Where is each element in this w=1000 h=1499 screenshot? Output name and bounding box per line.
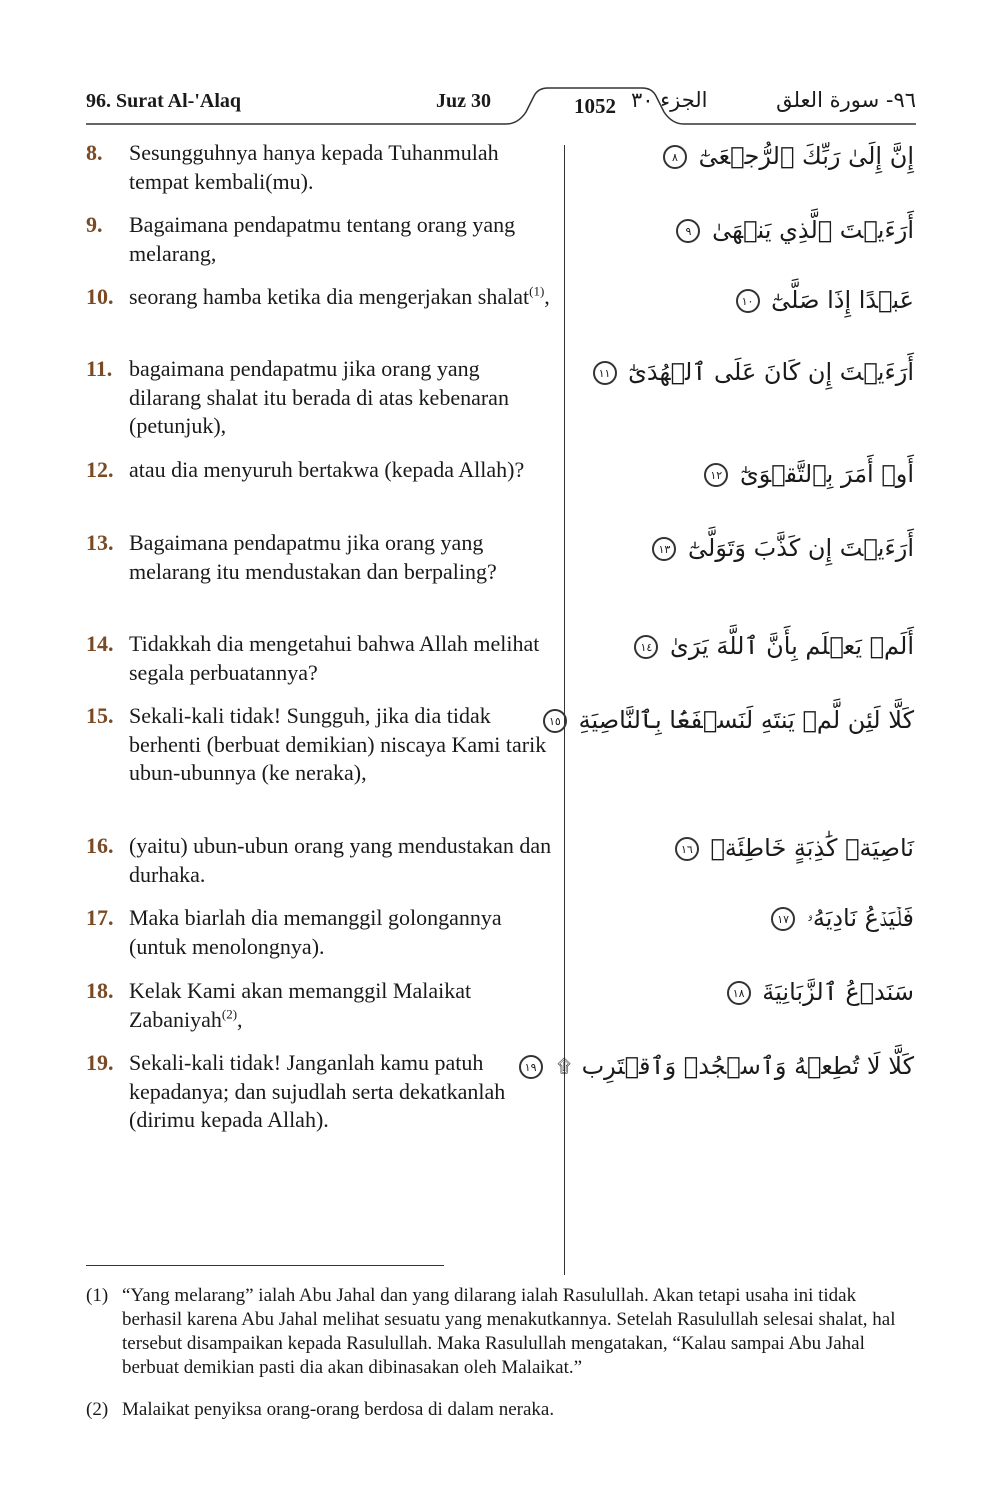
arabic-text: أَرَءَيۡتَ ٱلَّذِي يَنۡهَىٰ (712, 216, 914, 244)
footnote-separator (86, 1265, 444, 1266)
ayah-end-marker: ١٢ (704, 463, 728, 487)
verse-translation (86, 456, 556, 485)
arabic-text: عَبۡدًا إِذَا صَلَّىٰٓ (771, 286, 914, 314)
verse-translation (86, 283, 556, 312)
footnote-number: (1) (86, 1285, 109, 1306)
verse-text: Sekali-kali tidak! Sungguh, jika dia tidak berhenti (berbuat demikian) niscaya Kami tarik ubun-ubunnya (ke neraka), (129, 703, 547, 785)
page-header (86, 86, 916, 126)
verse-text: Bagaimana pendapatmu jika orang yang melarang itu mendustakan dan berpaling? (129, 530, 497, 584)
verse-translation (86, 702, 556, 788)
ayah-end-marker: ٩ (676, 219, 700, 243)
footnote-text: “Yang melarang” ialah Abu Jahal dan yang dilarang ialah Rasulullah. Akan tetapi usaha ini tidak berhasil karena Abu Jahal melihat sesuatu yang menakutkannya. Setelah Rasulullah selesai shalat, hal tersebut disampaikan kepada Rasulullah. Maka Rasulullah mengatakan, “Kalau sampai Abu Jahal berbuat demikian pasti dia akan dibinasakan oleh Malaikat.” (122, 1285, 896, 1378)
verse-text: (yaitu) ubun-ubun orang yang mendustakan dan durhaka. (129, 833, 552, 887)
verse-arabic (584, 976, 914, 1008)
ayah-end-marker: ٨ (663, 145, 687, 169)
arabic-text: نَاصِيَةٖ كَٰذِبَةٍ خَاطِئَةٖ (710, 834, 914, 862)
arabic-text: فَلۡيَدۡعُ نَادِيَهُۥ (806, 904, 914, 932)
verse-text: Bagaimana pendapatmu tentang orang yang melarang, (129, 212, 516, 266)
verse-arabic (584, 532, 914, 564)
ayah-end-marker: ١٩ (519, 1055, 543, 1079)
verse-number: 13. (86, 530, 114, 555)
arabic-text: إِنَّ إِلَىٰ رَبِّكَ ٱلرُّجۡعَىٰٓ (698, 142, 914, 170)
arabic-text: سَنَدۡعُ ٱلزَّبَانِيَةَ (762, 978, 914, 1006)
surah-title: 96. Surat Al-'Alaq (86, 90, 242, 112)
verse-arabic (584, 832, 914, 864)
verse-text: atau dia menyuruh bertakwa (kepada Allah)? (129, 457, 525, 482)
verse-number: 18. (86, 978, 114, 1003)
footnote-ref[interactable]: (1) (529, 283, 545, 299)
verse-arabic (524, 1050, 914, 1083)
sajdah-icon: ۩ (557, 1056, 571, 1077)
arabic-surah-title: ٩٦- سورة العلق (776, 88, 916, 112)
verse-text: bagaimana pendapatmu jika orang yang dilarang shalat itu berada di atas kebenaran (petunjuk), (129, 356, 509, 438)
arabic-text: كَلَّا لَئِن لَّمۡ يَنتَهِ لَنَسۡفَعَۢا بِٱلنَّاصِيَةِ (578, 706, 914, 734)
ayah-end-marker: ١٨ (727, 981, 751, 1005)
verse-translation (86, 832, 556, 889)
verse-translation (86, 630, 556, 687)
verse-number: 12. (86, 457, 114, 482)
verse-arabic (584, 458, 914, 490)
verse-number: 10. (86, 284, 114, 309)
arabic-text: أَرَءَيۡتَ إِن كَانَ عَلَى ٱلۡهُدَىٰٓ (628, 358, 914, 386)
ayah-end-marker: ١٠ (736, 289, 760, 313)
arabic-text: أَرَءَيۡتَ إِن كَذَّبَ وَتَوَلَّىٰٓ (688, 534, 914, 562)
verse-arabic (584, 356, 914, 388)
verse-text-tail: , (544, 284, 550, 309)
verse-number: 15. (86, 703, 114, 728)
verse-text: Maka biarlah dia memanggil golongannya (untuk menolongnya). (129, 905, 502, 959)
verse-number: 17. (86, 905, 114, 930)
juz-label: Juz 30 (436, 90, 491, 112)
verse-number: 8. (86, 140, 103, 165)
ayah-end-marker: ١٦ (675, 837, 699, 861)
footnote-number: (2) (86, 1399, 109, 1420)
verse-text: Sesungguhnya hanya kepada Tuhanmulah tempat kembali(mu). (129, 140, 499, 194)
verse-number: 16. (86, 833, 114, 858)
ayah-end-marker: ١٥ (543, 709, 567, 733)
footnote-text: Malaikat penyiksa orang-orang berdosa di dalam neraka. (122, 1399, 555, 1420)
footnote-ref[interactable]: (2) (221, 1006, 238, 1022)
verse-text: Tidakkah dia mengetahui bahwa Allah melihat segala perbuatannya? (129, 631, 540, 685)
ayah-end-marker: ١٣ (652, 537, 676, 561)
verse-number: 11. (86, 356, 113, 381)
verse-translation (86, 211, 556, 268)
verse-translation (86, 139, 556, 196)
footnote (86, 1398, 916, 1422)
verse-number: 14. (86, 631, 114, 656)
verse-text: seorang hamba ketika dia mengerjakan shalat (129, 284, 530, 309)
verse-translation (86, 977, 556, 1034)
ayah-end-marker: ١٤ (634, 635, 658, 659)
verse-number: 9. (86, 212, 103, 237)
verse-arabic (549, 704, 914, 736)
verse-translation (86, 355, 556, 441)
arabic-text: أَوۡ أَمَرَ بِٱلتَّقۡوَىٰٓ (739, 460, 914, 488)
verse-translation (86, 529, 556, 586)
verse-text: Sekali-kali tidak! Janganlah kamu patuh kepadanya; dan sujudlah serta dekatkanlah (dirimu kepada Allah). (129, 1050, 506, 1132)
verse-translation (86, 1049, 556, 1135)
verse-text: Kelak Kami akan memanggil Malaikat Zabaniyah (129, 978, 472, 1032)
verse-text-tail: , (237, 1006, 243, 1032)
verse-arabic (584, 140, 914, 172)
verse-translation (86, 904, 556, 961)
verse-arabic (584, 284, 914, 316)
verse-number: 19. (86, 1050, 114, 1075)
ayah-end-marker: ١٧ (771, 907, 795, 931)
arabic-juz-label: الجزء ٣٠ (631, 88, 708, 112)
verse-arabic (584, 902, 914, 934)
arabic-text: كَلَّا لَا تُطِعۡهُ وَٱسۡجُدۡ وَٱقۡتَرِب (581, 1052, 914, 1080)
footnote (86, 1284, 916, 1380)
verse-arabic (584, 630, 914, 662)
ayah-end-marker: ١١ (593, 361, 617, 385)
page-number: 1052 (574, 94, 616, 118)
verse-arabic (584, 214, 914, 246)
arabic-text: أَلَمۡ يَعۡلَم بِأَنَّ ٱللَّهَ يَرَىٰ (670, 632, 914, 660)
